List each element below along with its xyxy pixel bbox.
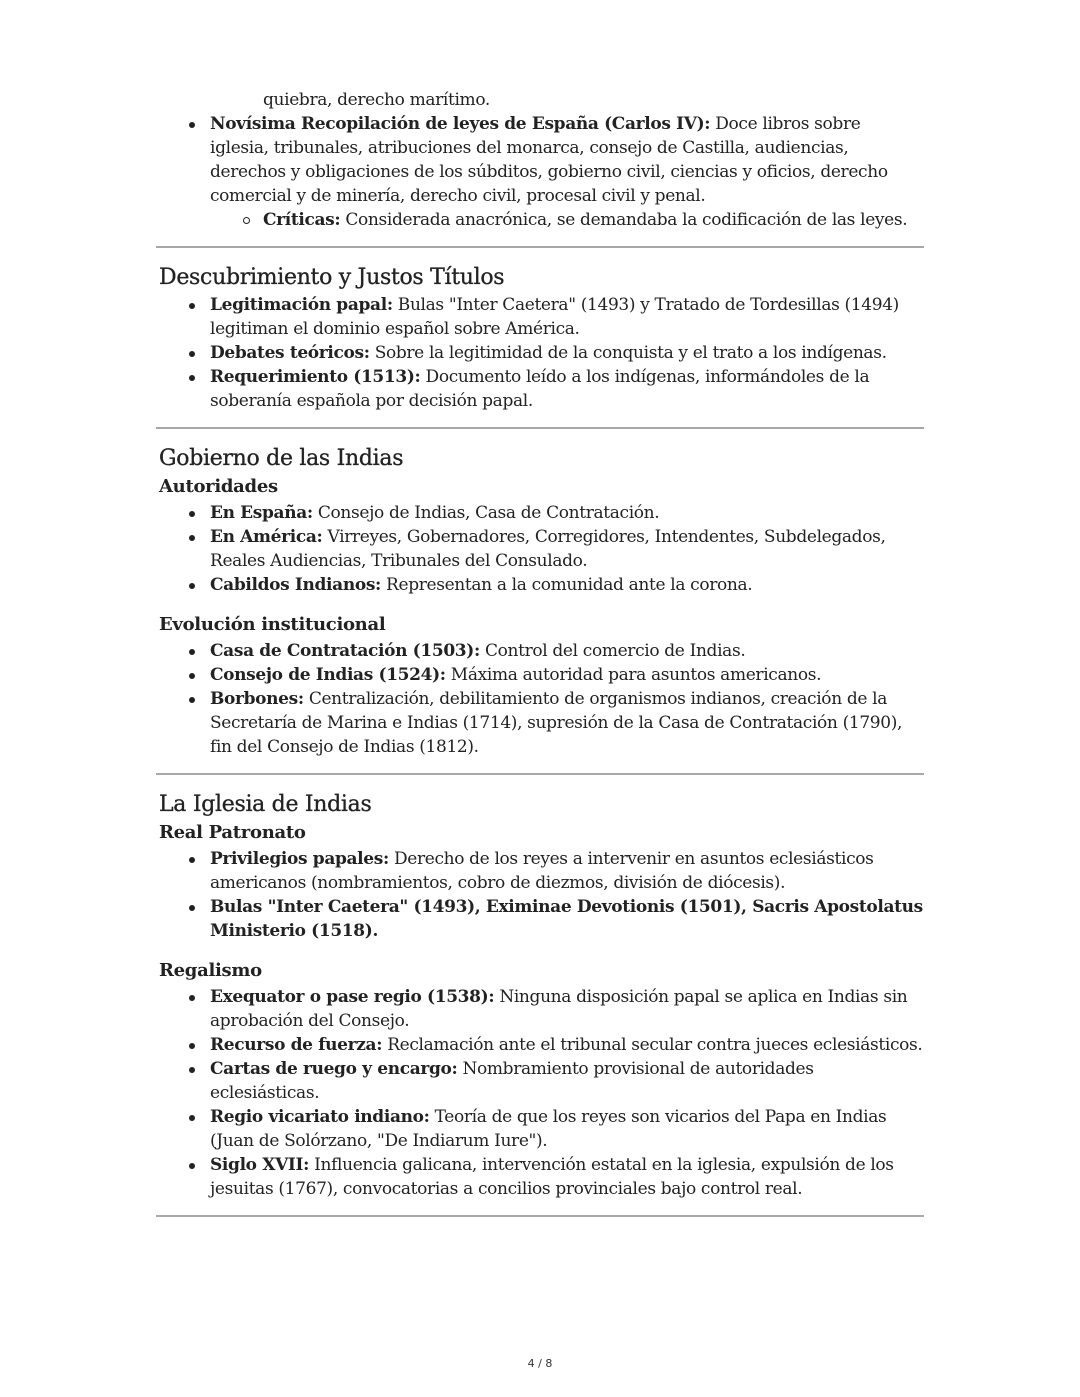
list-item-term: Consejo de Indias (1524): [210,665,446,685]
sub-bullet-list [210,208,924,232]
list-item-text: Influencia galicana, intervención estatal en la iglesia, expulsión de los jesuitas (1767), convocatorias a concilios provinciales bajo control real. [210,1155,894,1199]
list-item-term: En América: [210,527,323,547]
list-item-term: Cabildos Indianos: [210,575,381,595]
bullet-list [156,501,924,597]
bullet-list [156,985,924,1201]
list-item-text: Ninguna disposición papal se aplica en Indias sin aprobación del Consejo. [210,987,908,1031]
subsection-title: Autoridades [159,476,278,497]
sub-list-item [210,208,924,232]
list-item [156,985,924,1033]
list-item [156,501,924,525]
list-item-text: Doce libros sobre iglesia, tribunales, atribuciones del monarca, consejo de Castilla, audiencias, derechos y obligaciones de los súbditos, gobierno civil, ciencias y oficios, derecho comercial y de minería, derecho civil, procesal civil y penal. [210,114,888,206]
list-item [156,847,924,895]
list-item-term: Bulas "Inter Caetera" (1493), Eximinae Devotionis (1501), Sacris Apostolatus Ministerio (1518). [210,897,923,941]
list-item-term: Cartas de ruego y encargo: [210,1059,458,1079]
list-item [156,525,924,573]
list-item-text: Derecho de los reyes a intervenir en asuntos eclesiásticos americanos (nombramientos, cobro de diezmos, división de diócesis). [210,849,874,893]
section-title: Descubrimiento y Justos Títulos [159,265,505,290]
list-item [156,341,924,365]
list-item-text: Control del comercio de Indias. [479,641,746,661]
page-number: 4 / 8 [527,1357,553,1370]
list-item-text: Documento leído a los indígenas, informándoles de la soberanía española por decisión papal. [210,367,870,411]
section-divider [156,427,924,429]
subsection-title: Evolución institucional [159,614,386,635]
list-item-term: En España: [210,503,313,523]
subsection-title: Real Patronato [159,822,306,843]
list-item-text: Reclamación ante el tribunal secular contra jueces eclesiásticos. [382,1035,923,1055]
list-item-term: Requerimiento (1513): [210,367,421,387]
section-title: La Iglesia de Indias [159,792,372,817]
list-item-text: Centralización, debilitamiento de organismos indianos, creación de la Secretaría de Marina e Indias (1714), supresión de la Casa de Contratación (1790), fin del Consejo de Indias (1812). [210,689,903,757]
list-item-term: Debates teóricos: [210,343,370,363]
section-title: Gobierno de las Indias [159,446,404,471]
list-item [156,112,924,232]
list-item [156,663,924,687]
list-item-text: Representan a la comunidad ante la corona. [380,575,753,595]
list-item-term: Borbones: [210,689,304,709]
list-item [156,573,924,597]
continued-text: quiebra, derecho marítimo. [263,90,490,110]
list-item [156,687,924,759]
list-item-term: Privilegios papales: [210,849,389,869]
list-item-text: Virreyes, Gobernadores, Corregidores, Intendentes, Subdelegados, Reales Audiencias, Tribunales del Consulado. [210,527,886,571]
list-item-term: Regio vicariato indiano: [210,1107,430,1127]
list-item [156,1033,924,1057]
section-divider [156,773,924,775]
list-item [156,895,924,943]
section-iglesia [156,791,924,1201]
section-divider [156,1215,924,1217]
section-divider [156,246,924,248]
list-item-term: Casa de Contratación (1503): [210,641,480,661]
list-item-term: Críticas: [263,210,341,230]
list-item [156,365,924,413]
list-item-term: Novísima Recopilación de leyes de España (Carlos IV): [210,114,711,134]
subsection-title: Regalismo [159,960,262,981]
section-gobierno [156,445,924,759]
top-bullet-list [156,112,924,232]
document-page [156,88,924,1233]
list-item-text: Teoría de que los reyes son vicarios del Papa en Indias (Juan de Solórzano, "De Indiarum Iure"). [210,1107,887,1151]
list-item-text: Consejo de Indias, Casa de Contratación. [312,503,660,523]
list-item [156,639,924,663]
list-item-term: Exequator o pase regio (1538): [210,987,495,1007]
section-descubrimiento [156,264,924,413]
list-item-text: Nombramiento provisional de autoridades eclesiásticas. [210,1059,814,1103]
list-item-term: Legitimación papal: [210,295,393,315]
list-item-term: Recurso de fuerza: [210,1035,383,1055]
list-item [156,1105,924,1153]
bullet-list [156,639,924,759]
bullet-list [156,293,924,413]
list-item-text: Máxima autoridad para asuntos americanos. [445,665,822,685]
bullet-list [156,847,924,943]
list-item-text: Bulas "Inter Caetera" (1493) y Tratado de Tordesillas (1494) legitiman el dominio español sobre América. [210,295,899,339]
list-item-term: Siglo XVII: [210,1155,310,1175]
list-item [156,1057,924,1105]
list-item-text: Sobre la legitimidad de la conquista y el trato a los indígenas. [369,343,887,363]
list-item [156,1153,924,1201]
list-item [156,293,924,341]
list-item-text: Considerada anacrónica, se demandaba la codificación de las leyes. [340,210,908,230]
